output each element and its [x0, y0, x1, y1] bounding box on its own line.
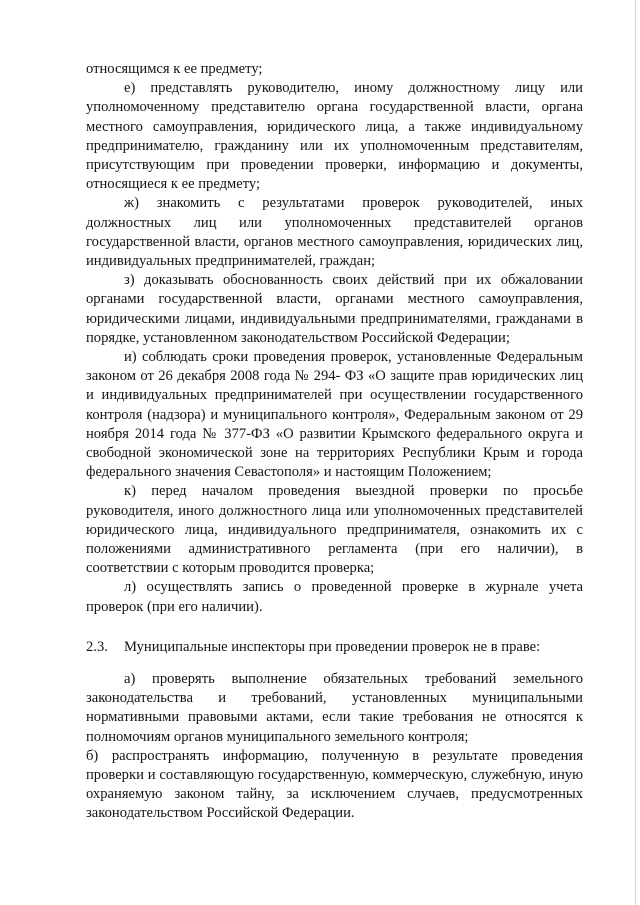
section-title: Муниципальные инспекторы при проведении проверок не в праве: — [124, 639, 541, 655]
prohibitions-list — [86, 670, 583, 824]
prohibition-item-b: б) распространять информацию, полученную в результате проведения проверки и составляющую государственную, коммерческую, служебную, иную охраняемую законом тайну, за исключением случаев, предусмотренных законодательством Российской Федерации. — [86, 747, 583, 822]
prohibition-item-a: а) проверять выполнение обязательных требований земельного законодательства и требований, установленных муниципальными нормативными правовыми актами, если такие требования не относятся к полномочиям органов муниципального земельного контроля; — [86, 671, 583, 745]
section-heading — [86, 638, 583, 657]
duty-item-zh: ж) знакомить с результатами проверок руководителей, иных должностных лиц или уполномоченных представителей органов государственной власти, органов местного самоуправления, юридических лиц, индивидуальных предпринимателей, граждан; — [86, 195, 583, 270]
duty-item-z: з) доказывать обоснованность своих действий при их обжаловании органами государственной власти, органами местного самоуправления, юридическими лицами, индивидуальными предпринимателями, гражданами в порядке, установленном законодательством Российской Федерации; — [86, 272, 583, 346]
duty-item-l: л) осуществлять запись о проведенной проверке в журнале учета проверок (при его наличии). — [86, 579, 583, 615]
scan-edge-line — [635, 0, 636, 905]
section-number: 2.3. — [86, 639, 108, 655]
duties-list — [86, 60, 583, 617]
duty-item-i: и) соблюдать сроки проведения проверок, установленные Федеральным законом от 26 декабря 2008 года № 294- ФЗ «О защите прав юридических лиц и индивидуальных предпринимателей при осуществлении государственного контроля (надзора) и муниципального контроля», Федеральным законом от 29 ноября 2014 года № 377-ФЗ «О развитии Крымского федерального округа и свободной экономической зоне на территориях Республики Крым и города федерального значения Севастополя» и настоящим Положением; — [86, 349, 583, 481]
paragraph-continuation: относящимся к ее предмету; — [86, 61, 263, 77]
duty-item-e: е) представлять руководителю, иному должностному лицу или уполномоченному представителю органа государственной власти, органа местного самоуправления, юридического лица, а также индивидуальному предпринимателю, гражданину или их уполномоченным представителям, присутствующим при проведении проверки, информацию и документы, относящиеся к ее предмету; — [86, 80, 583, 193]
duty-item-k: к) перед началом проведения выездной проверки по просьбе руководителя, иного должностного лица или уполномоченных представителей юридического лица, индивидуального предпринимателя, ознакомить их с положениями административного регламента (при его наличии), в соответствии с которым проводится проверка; — [86, 483, 583, 577]
